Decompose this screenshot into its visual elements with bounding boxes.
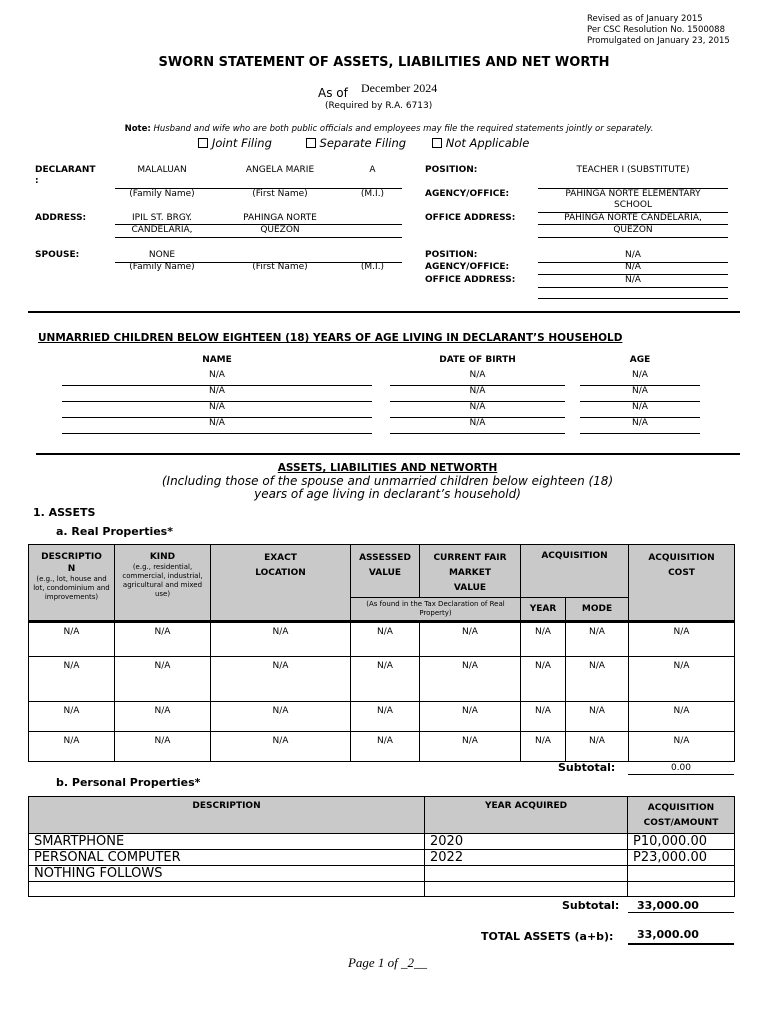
personal-properties-body bbox=[29, 834, 735, 897]
rp-mode: N/A bbox=[566, 657, 629, 702]
personal-subtotal-value: 33,000.00 bbox=[637, 899, 699, 912]
spouse-mi-caption: (M.I.) bbox=[360, 262, 385, 272]
office-address-label: OFFICE ADDRESS: bbox=[425, 213, 516, 223]
rp-header-kind bbox=[115, 545, 211, 622]
real-properties-label: a. Real Properties* bbox=[56, 525, 173, 538]
separate-filing-checkbox[interactable] bbox=[306, 138, 316, 148]
rp-assessed-hdr-2: VALUE bbox=[368, 568, 402, 578]
total-assets-label: TOTAL ASSETS (a+b): bbox=[481, 930, 614, 943]
rp-loc-hdr-1: EXACT bbox=[264, 553, 297, 563]
rp-loc-hdr-2: LOCATION bbox=[255, 568, 306, 578]
note bbox=[0, 124, 768, 134]
rp-location: N/A bbox=[211, 702, 351, 732]
rp-header-cost bbox=[629, 545, 735, 622]
pp-header-cost bbox=[628, 797, 735, 834]
agency-label: AGENCY/OFFICE: bbox=[425, 189, 510, 199]
separate-filing-label: Separate Filing bbox=[319, 136, 407, 150]
rp-header-cfmv bbox=[420, 545, 521, 598]
resolution-text: Per CSC Resolution No. 1500088 bbox=[587, 25, 726, 35]
declarant-mi: A bbox=[369, 165, 376, 175]
address-line-2 bbox=[115, 237, 402, 238]
child-dob: N/A bbox=[469, 370, 486, 380]
child-age: N/A bbox=[632, 370, 648, 380]
child-row-line bbox=[62, 433, 372, 434]
personal-subtotal-line bbox=[628, 912, 734, 913]
child-name: N/A bbox=[209, 418, 225, 428]
personal-subtotal-label: Subtotal: bbox=[562, 899, 620, 912]
office-address-line-2 bbox=[538, 237, 728, 238]
table-row bbox=[29, 657, 735, 702]
child-age: N/A bbox=[632, 418, 648, 428]
rp-kind: N/A bbox=[115, 702, 211, 732]
child-dob: N/A bbox=[469, 418, 486, 428]
total-assets-value: 33,000.00 bbox=[637, 928, 699, 941]
rp-location: N/A bbox=[211, 622, 351, 657]
rp-year: N/A bbox=[521, 732, 566, 762]
family-name-caption: (Family Name) bbox=[129, 189, 195, 199]
office-address-2: QUEZON bbox=[613, 225, 653, 235]
personal-properties-label: b. Personal Properties* bbox=[56, 776, 201, 789]
child-row-line bbox=[580, 433, 700, 434]
rp-cost-hdr-2: COST bbox=[668, 568, 695, 578]
declarant-colon: : bbox=[35, 176, 39, 186]
personal-properties-table bbox=[28, 796, 735, 897]
rp-mode: N/A bbox=[566, 622, 629, 657]
spouse-family-caption: (Family Name) bbox=[129, 262, 195, 272]
spouse-office-line-2 bbox=[538, 298, 728, 299]
rp-kind: N/A bbox=[115, 732, 211, 762]
agency-line-2: SCHOOL bbox=[614, 200, 652, 210]
first-name-caption: (First Name) bbox=[252, 189, 308, 199]
declarant-family-name: MALALUAN bbox=[137, 165, 187, 175]
declarant-label: DECLARANT bbox=[35, 165, 96, 175]
not-applicable-option[interactable] bbox=[432, 136, 530, 150]
rp-header-year: YEAR bbox=[521, 598, 566, 622]
section-divider-1 bbox=[28, 311, 740, 313]
form-title: SWORN STATEMENT OF ASSETS, LIABILITIES AND NET WORTH bbox=[158, 55, 610, 70]
pp-cost: P10,000.00 bbox=[628, 834, 735, 850]
note-label: Note: bbox=[124, 124, 151, 134]
table-row bbox=[29, 702, 735, 732]
pp-cost bbox=[628, 882, 735, 897]
rp-header-mode: MODE bbox=[566, 598, 629, 622]
address-2a: CANDELARIA, bbox=[131, 225, 193, 235]
aln-subtitle-1: (Including those of the spouse and unmarried children below eighteen (18) bbox=[161, 474, 614, 488]
pp-description bbox=[29, 882, 425, 897]
rp-header-description bbox=[29, 545, 115, 622]
assets-label: 1. ASSETS bbox=[33, 506, 96, 519]
revision-info bbox=[587, 14, 730, 47]
declarant-agency bbox=[538, 189, 728, 211]
as-of-label: As of bbox=[318, 86, 348, 100]
child-dob: N/A bbox=[469, 386, 486, 396]
aln-subtitle bbox=[0, 475, 768, 501]
spouse-office-address: N/A bbox=[625, 275, 641, 285]
joint-filing-label: Joint Filing bbox=[212, 136, 272, 150]
child-age-header: AGE bbox=[629, 355, 651, 365]
real-properties-table bbox=[28, 544, 735, 762]
rp-year: N/A bbox=[521, 622, 566, 657]
declarant-position: TEACHER I (SUBSTITUTE) bbox=[576, 165, 690, 175]
not-applicable-label: Not Applicable bbox=[445, 136, 530, 150]
real-subtotal-label: Subtotal: bbox=[558, 761, 616, 774]
table-row bbox=[29, 850, 735, 866]
joint-filing-checkbox[interactable] bbox=[198, 138, 208, 148]
rp-kind: N/A bbox=[115, 622, 211, 657]
rp-desc-hdr-2: N bbox=[67, 564, 76, 574]
rp-description: N/A bbox=[29, 732, 115, 762]
rp-kind-hdr-sub: (e.g., residential, commercial, industrial, agricultural and mixed use) bbox=[122, 563, 203, 598]
pp-cost: P23,000.00 bbox=[628, 850, 735, 866]
child-name: N/A bbox=[209, 402, 225, 412]
rp-kind-hdr: KIND bbox=[149, 552, 176, 562]
child-name: N/A bbox=[209, 370, 225, 380]
rp-assessed-value: N/A bbox=[351, 732, 420, 762]
aln-subtitle-2: years of age living in declarant’s household) bbox=[254, 487, 521, 501]
revised-text: Revised as of January 2015 bbox=[587, 14, 703, 24]
pp-description: NOTHING FOLLOWS bbox=[29, 866, 425, 882]
filing-options bbox=[198, 136, 529, 150]
section-divider-2 bbox=[36, 453, 740, 455]
real-subtotal-line bbox=[628, 774, 734, 775]
rp-description: N/A bbox=[29, 622, 115, 657]
position-label: POSITION: bbox=[425, 165, 478, 175]
joint-filing-option[interactable] bbox=[198, 136, 272, 150]
real-subtotal-value: 0.00 bbox=[670, 763, 692, 773]
address-1b: PAHINGA NORTE bbox=[243, 213, 317, 223]
pp-year bbox=[425, 866, 628, 882]
pp-header-year: YEAR ACQUIRED bbox=[425, 797, 628, 834]
rp-assessed-value: N/A bbox=[351, 622, 420, 657]
note-text: Husband and wife who are both public officials and employees may file the required statements jointly or separately. bbox=[153, 124, 654, 134]
separate-filing-option[interactable] bbox=[306, 136, 407, 150]
table-row bbox=[29, 622, 735, 657]
address-1a: IPIL ST. BRGY. bbox=[132, 213, 192, 223]
mi-caption: (M.I.) bbox=[360, 189, 385, 199]
child-name: N/A bbox=[209, 386, 225, 396]
agency-line-1: PAHINGA NORTE ELEMENTARY bbox=[565, 189, 701, 199]
rp-header-assessed bbox=[351, 545, 420, 598]
rp-assessed-value: N/A bbox=[351, 702, 420, 732]
rp-location: N/A bbox=[211, 732, 351, 762]
rp-header-location bbox=[211, 545, 351, 622]
spouse-family-name: NONE bbox=[148, 250, 176, 260]
spouse-position: N/A bbox=[625, 250, 641, 260]
pp-year: 2020 bbox=[425, 834, 628, 850]
rp-year: N/A bbox=[521, 657, 566, 702]
child-dob: N/A bbox=[469, 402, 486, 412]
rp-desc-hdr-sub: (e.g., lot, house and lot, condominium and improvements) bbox=[33, 575, 110, 601]
rp-cfmv-hdr-3: VALUE bbox=[453, 583, 487, 593]
children-title: UNMARRIED CHILDREN BELOW EIGHTEEN (18) YEARS OF AGE LIVING IN DECLARANT’S HOUSEHOLD bbox=[38, 332, 623, 344]
spouse-position-label: POSITION: bbox=[425, 250, 478, 260]
rp-cfmv: N/A bbox=[420, 657, 521, 702]
rp-tax-note: (As found in the Tax Declaration of Real Property) bbox=[351, 598, 521, 622]
as-of-date: December 2024 bbox=[361, 81, 438, 95]
rp-cost: N/A bbox=[629, 702, 735, 732]
required-text: (Required by R.A. 6713) bbox=[325, 101, 433, 111]
spouse-office-address-label: OFFICE ADDRESS: bbox=[425, 275, 516, 285]
rp-location: N/A bbox=[211, 657, 351, 702]
rp-cfmv: N/A bbox=[420, 702, 521, 732]
rp-kind: N/A bbox=[115, 657, 211, 702]
rp-year: N/A bbox=[521, 702, 566, 732]
pp-cost bbox=[628, 866, 735, 882]
spouse-first-caption: (First Name) bbox=[252, 262, 308, 272]
spouse-label: SPOUSE: bbox=[35, 250, 80, 260]
pp-description: SMARTPHONE bbox=[29, 834, 425, 850]
rp-cost-hdr-1: ACQUISITION bbox=[648, 553, 715, 563]
rp-cfmv: N/A bbox=[420, 622, 521, 657]
rp-mode: N/A bbox=[566, 702, 629, 732]
aln-title: ASSETS, LIABILITIES AND NETWORTH bbox=[277, 462, 498, 474]
table-row bbox=[29, 732, 735, 762]
rp-description: N/A bbox=[29, 702, 115, 732]
pp-year bbox=[425, 882, 628, 897]
pp-cost-hdr-1: ACQUISITION bbox=[647, 803, 715, 813]
spouse-agency-label: AGENCY/OFFICE: bbox=[425, 262, 510, 272]
pp-year: 2022 bbox=[425, 850, 628, 866]
child-age: N/A bbox=[632, 386, 648, 396]
table-row bbox=[29, 834, 735, 850]
child-name-header: NAME bbox=[202, 355, 232, 365]
rp-description: N/A bbox=[29, 657, 115, 702]
not-applicable-checkbox[interactable] bbox=[432, 138, 442, 148]
promulgated-text: Promulgated on January 23, 2015 bbox=[587, 36, 730, 46]
rp-cost: N/A bbox=[629, 657, 735, 702]
pp-header-description: DESCRIPTION bbox=[29, 797, 425, 834]
rp-cost: N/A bbox=[629, 732, 735, 762]
declarant-first-name: ANGELA MARIE bbox=[245, 165, 315, 175]
rp-cfmv-hdr-1: CURRENT FAIR bbox=[433, 553, 507, 563]
child-row-line bbox=[390, 433, 565, 434]
rp-mode: N/A bbox=[566, 732, 629, 762]
pp-description: PERSONAL COMPUTER bbox=[29, 850, 425, 866]
address-label: ADDRESS: bbox=[35, 213, 87, 223]
address-2b: QUEZON bbox=[260, 225, 300, 235]
rp-cfmv: N/A bbox=[420, 732, 521, 762]
child-dob-header: DATE OF BIRTH bbox=[439, 355, 516, 365]
table-row bbox=[29, 882, 735, 897]
rp-header-acquisition: ACQUISITION bbox=[521, 545, 629, 598]
spouse-office-line-1 bbox=[538, 287, 728, 288]
real-properties-body bbox=[29, 622, 735, 762]
rp-assessed-value: N/A bbox=[351, 657, 420, 702]
rp-cfmv-hdr-2: MARKET bbox=[448, 568, 492, 578]
office-address-1: PAHINGA NORTE CANDELARIA, bbox=[564, 213, 702, 223]
total-assets-line bbox=[628, 943, 734, 945]
rp-cost: N/A bbox=[629, 622, 735, 657]
page-footer: Page 1 of _2__ bbox=[347, 955, 428, 970]
table-row bbox=[29, 866, 735, 882]
rp-assessed-hdr-1: ASSESSED bbox=[359, 553, 411, 563]
child-age: N/A bbox=[632, 402, 648, 412]
pp-cost-hdr-2: COST/AMOUNT bbox=[643, 818, 719, 828]
rp-desc-hdr-1: DESCRIPTIO bbox=[41, 552, 102, 562]
spouse-agency: N/A bbox=[625, 262, 641, 272]
